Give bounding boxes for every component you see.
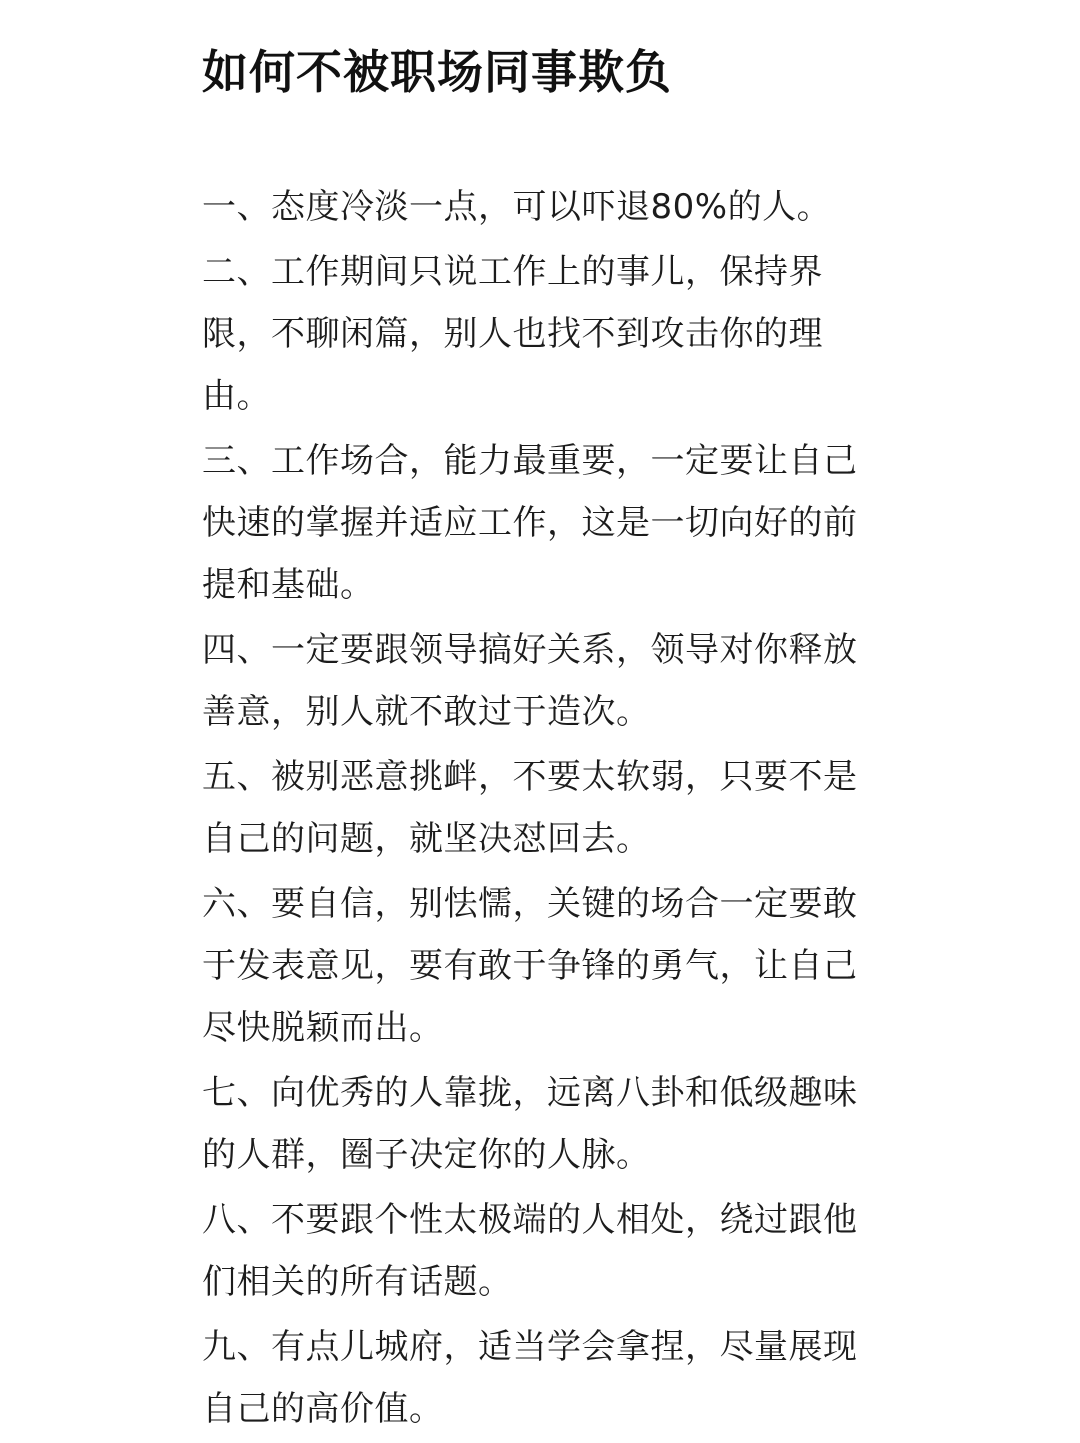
list-item-4: 四、一定要跟领导搞好关系，领导对你释放善意，别人就不敢过于造次。 — [202, 630, 858, 732]
list-item-7: 七、向优秀的人靠拢，远离八卦和低级趣味的人群，圈子决定你的人脉。 — [202, 1073, 858, 1175]
list-item-3: 三、工作场合，能力最重要，一定要让自己快速的掌握并适应工作，这是一切向好的前提和基础。 — [202, 441, 858, 605]
list-item-1: 一、态度冷淡一点，可以吓退80%的人。 — [202, 187, 832, 227]
list-item-5: 五、被别恶意挑衅，不要太软弱，只要不是自己的问题，就坚决怼回去。 — [202, 757, 858, 859]
list-item-2: 二、工作期间只说工作上的事儿，保持界限，不聊闲篇，别人也找不到攻击你的理由。 — [202, 252, 823, 416]
list-item-6: 六、要自信，别怯懦，关键的场合一定要敢于发表意见，要有敢于争锋的勇气，让自己尽快脱颖而出。 — [202, 884, 858, 1048]
tips-list — [202, 176, 882, 1443]
page-title: 如何不被职场同事欺负 — [202, 45, 672, 99]
list-item-9: 九、有点儿城府，适当学会拿捏，尽量展现自己的高价值。 — [202, 1327, 858, 1429]
list-item-8: 八、不要跟个性太极端的人相处，绕过跟他们相关的所有话题。 — [202, 1200, 858, 1302]
